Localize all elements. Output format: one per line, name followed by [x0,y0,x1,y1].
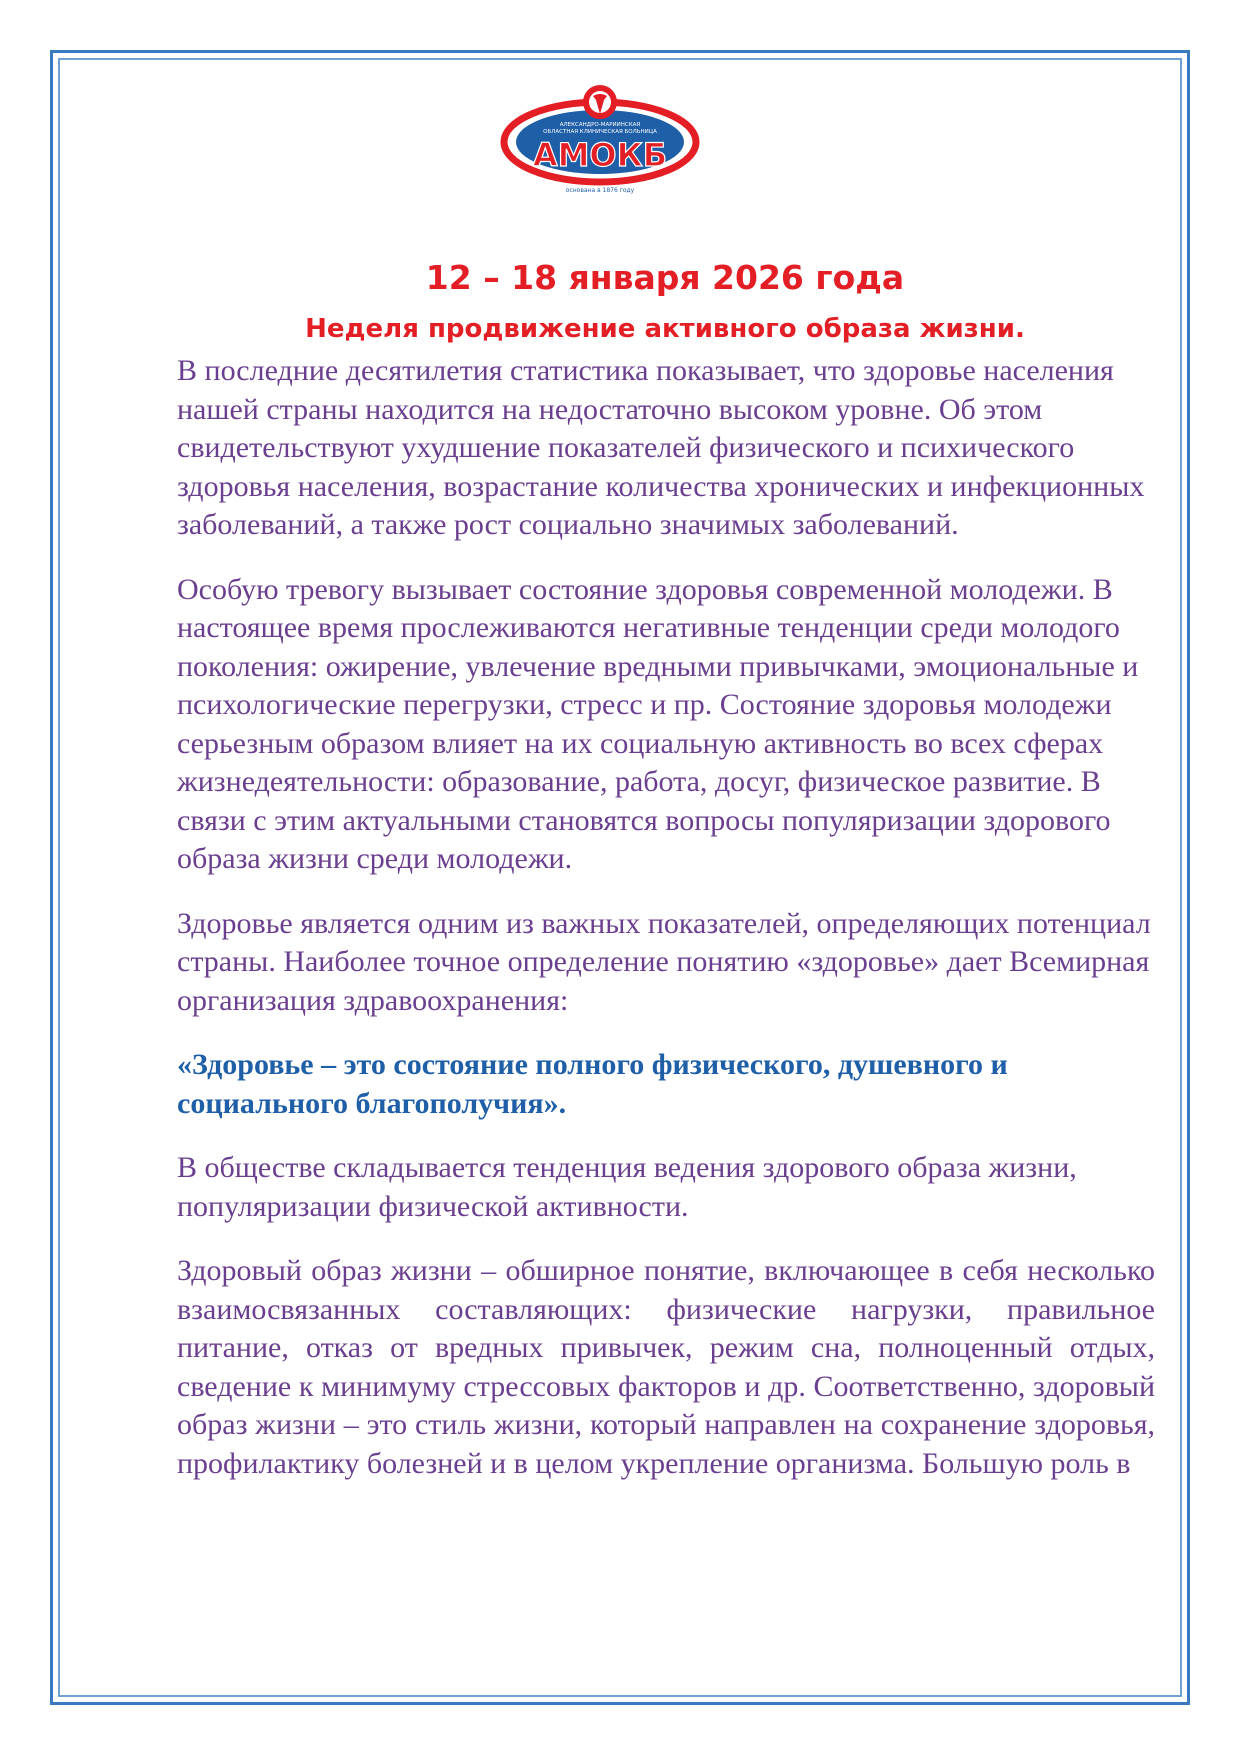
health-definition-quote: «Здоровье – это состояние полного физического, душевного и социального благополучия». [177,1048,1008,1120]
amokb-logo [500,80,700,200]
article-body [177,352,1155,1509]
date-title: 12 – 18 января 2026 года [425,258,905,297]
week-title: Неделя продвижение активного образа жизни. [305,314,1025,344]
svg-text:ОБЛАСТНАЯ КЛИНИЧЕСКАЯ БОЛЬНИЦА: ОБЛАСТНАЯ КЛИНИЧЕСКАЯ БОЛЬНИЦА [543,129,657,135]
paragraph-healthy-lifestyle: Здоровый образ жизни – обширное понятие, включающее в себя несколько взаимосвязанных составляющих: физические нагрузки, правильное питание, отказ от вредных привычек, режим сна, полноценный отдых, сведение к минимуму стрессовых факторов и др. Соответственно, здоровый образ жизни – это стиль жизни, который направлен на сохранение здоровья, профилактику болезней и в целом укрепление организма. Большую роль в [177,1254,1155,1480]
svg-text:основана в 1876 году: основана в 1876 году [565,187,635,194]
paragraph-who-definition: Здоровье является одним из важных показателей, определяющих потенциал страны. Наиболее точное определение понятию «здоровье» дает Всемирная организация здравоохранения: [177,906,1151,1017]
svg-text:АЛЕКСАНДРО-МАРИИНСКАЯ: АЛЕКСАНДРО-МАРИИНСКАЯ [559,122,641,128]
paragraph-youth: Особую тревогу вызывает состояние здоровья современной молодежи. В настоящее время прослеживаются негативные тенденции среди молодого поколения: ожирение, увлечение вредными привычками, эмоциональные и психологические перегрузки, стресс и пр. Состояние здоровья молодежи серьезным образом влияет на их социальную активность во всех сферах жизнедеятельности: образование, работа, досуг, физическое развитие. В связи с этим актуальными становятся вопросы популяризации здорового образа жизни среди молодежи. [177,572,1139,875]
paragraph-trend: В обществе складывается тенденция ведения здорового образа жизни, популяризации физической активности. [177,1151,1077,1223]
paragraph-statistics: В последние десятилетия статистика показывает, что здоровье населения нашей страны находится на недостаточно высоком уровне. Об этом свидетельствуют ухудшение показателей физического и психического здоровья населения, возрастание количества хронических и инфекционных заболеваний, а также рост социально значимых заболеваний. [177,354,1145,541]
svg-text:АМОКБ: АМОКБ [532,136,668,174]
